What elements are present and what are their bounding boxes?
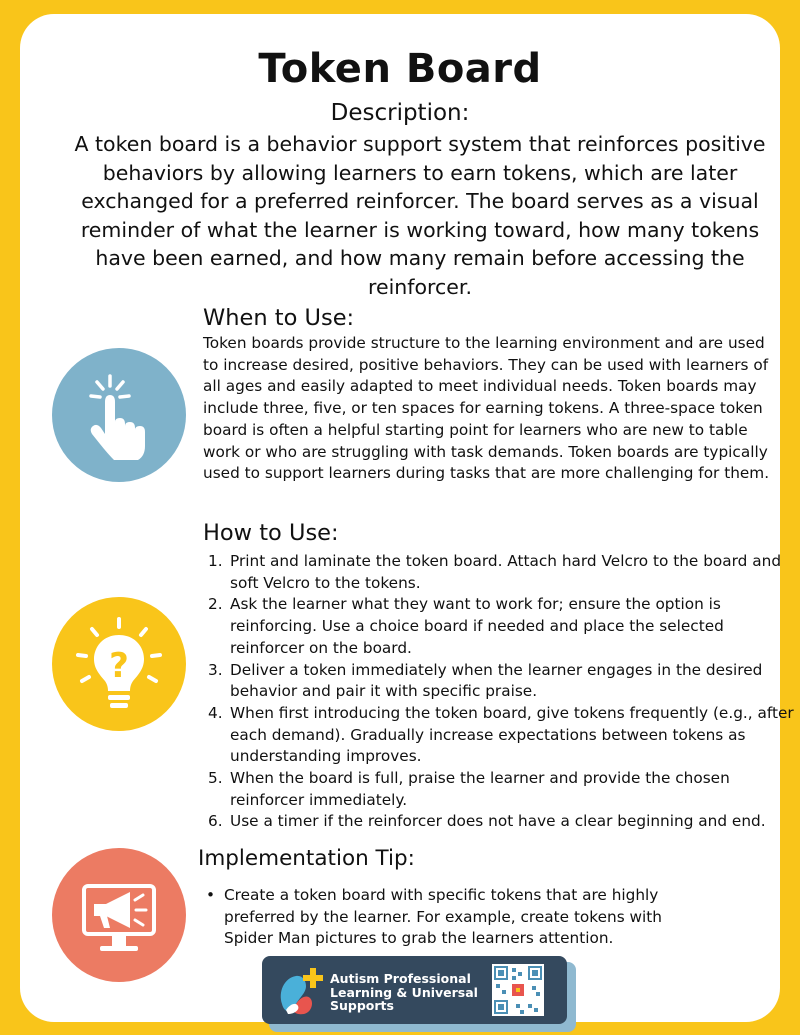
step-text: Print and laminate the token board. Attach hard Velcro to the board and soft Velcro to the tokens. [230,552,782,592]
step-item [208,660,798,703]
how-to-use-heading: How to Use: [203,520,339,546]
lightbulb-question-icon [52,597,186,731]
step-text: Use a timer if the reinforcer does not have a clear beginning and end. [230,812,766,831]
step-text: Ask the learner what they want to work for; ensure the option is reinforcing. Use a choice board if needed and place the selected reinforcer on the board. [230,595,724,657]
organization-logo [262,956,576,1032]
tip-text: Create a token board with specific tokens that are highly preferred by the learner. For example, create tokens with Spider Man pictures to grab the learners attention. [224,886,662,948]
bullet-marker: • [206,886,216,904]
step-number: 5. [208,769,223,788]
tip-item [206,885,706,950]
step-item [208,551,798,594]
page-title: Token Board [258,46,542,92]
step-number: 4. [208,703,223,722]
step-item [208,811,798,833]
when-to-use-text: Token boards provide structure to the learning environment and are used to increase desired, positive behaviors. They can be used with learners of all ages and easily adapted to meet individual needs. Token boards may include three, five, or ten spaces for earning tokens. A three-space token board is often a helpful starting point for learners who are new to table work or who are struggling with task demands. Token boards are typically used to support learners during tasks that are more challenging for them. [203,334,770,483]
description-text: A token board is a behavior support system that reinforces positive behaviors by allowing learners to earn tokens, which are later exchanged for a preferred reinforcer. The board serves as a visual reminder of what the learner is working toward, how many tokens have been earned, and how many remain before accessing the reinforcer. [74,132,766,299]
how-to-use-steps [208,551,798,833]
implementation-tip-list [206,885,706,950]
implementation-tip-heading: Implementation Tip: [198,846,415,871]
step-number: 2. [208,595,223,614]
logo-text [330,972,478,1013]
step-text: When first introducing the token board, give tokens frequently (e.g., after each demand). Gradually increase expectations between tokens as understanding improves. [230,703,794,766]
step-item [208,594,798,659]
logo-line-2: Learning & Universal [330,984,478,1000]
step-item [208,768,798,811]
pointing-hand-icon [52,348,186,482]
step-text: Deliver a token immediately when the learner engages in the desired behavior and pair it with specific praise. [230,660,763,701]
when-to-use-heading: When to Use: [203,305,355,331]
step-number: 3. [208,660,223,679]
logo-box [262,956,567,1024]
apples-logo-icon [276,964,324,1016]
megaphone-monitor-icon [52,848,186,982]
svg-text:?: ? [109,646,129,686]
step-item [208,703,798,768]
qr-code-icon [492,964,544,1016]
info-card [20,14,794,1022]
logo-line-3: Supports [330,998,394,1013]
step-text: When the board is full, praise the learner and provide the chosen reinforcer immediately. [230,769,730,809]
logo-line-1: Autism Professional [330,971,471,986]
step-number: 6. [208,812,223,831]
description-heading: Description: [330,100,470,126]
step-number: 1. [208,552,223,570]
